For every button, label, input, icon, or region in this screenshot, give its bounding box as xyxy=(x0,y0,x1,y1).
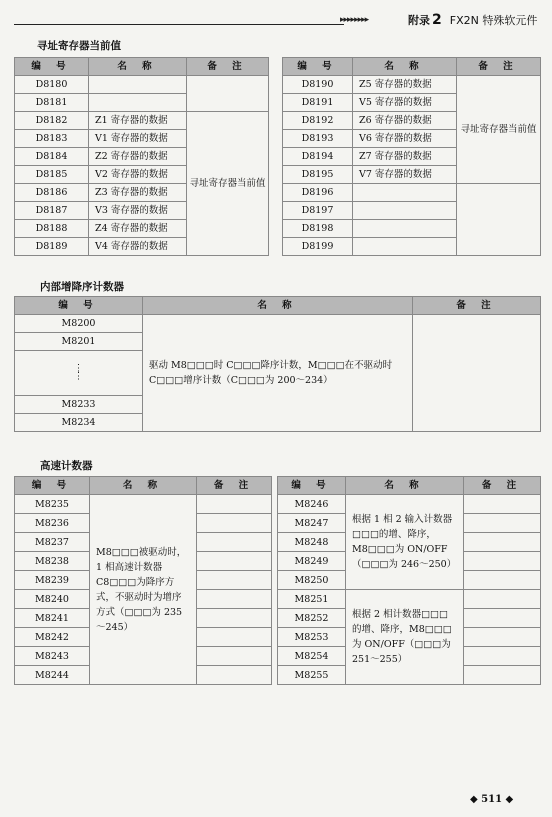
table-cell-name: V1 寄存器的数据 xyxy=(89,130,187,148)
col-header-name: 名 称 xyxy=(89,58,187,76)
table-cell-num: D8199 xyxy=(283,238,353,256)
col-header-num: 编 号 xyxy=(15,58,89,76)
table-cell-note xyxy=(187,76,269,112)
table-cell-num: D8193 xyxy=(283,130,353,148)
table-cell-num: M8200 xyxy=(15,315,143,333)
table-cell-num: M8254 xyxy=(278,647,346,666)
addr-reg-table-left xyxy=(14,57,269,256)
table-cell-num: M8236 xyxy=(15,514,90,533)
table-cell-name: Z2 寄存器的数据 xyxy=(89,148,187,166)
table-cell-name: Z6 寄存器的数据 xyxy=(353,112,457,130)
table-cell-name: Z1 寄存器的数据 xyxy=(89,112,187,130)
table-cell-note xyxy=(464,666,541,685)
table-cell-note xyxy=(197,628,272,647)
table-cell-note xyxy=(197,590,272,609)
table-cell-name: V4 寄存器的数据 xyxy=(89,238,187,256)
col-header-name: 名 称 xyxy=(90,477,197,495)
table-cell-note xyxy=(197,514,272,533)
table-cell-num: M8241 xyxy=(15,609,90,628)
table-cell-num: D8182 xyxy=(15,112,89,130)
col-header-num: 编 号 xyxy=(15,477,90,495)
table-cell-num: M8253 xyxy=(278,628,346,647)
table-cell-num: D8184 xyxy=(15,148,89,166)
ellipsis-dots: ⋮ ⋮ xyxy=(15,351,143,396)
table-cell-num: D8188 xyxy=(15,220,89,238)
table-cell-note xyxy=(413,315,541,432)
table-cell-num: D8191 xyxy=(283,94,353,112)
appendix-number: 2 xyxy=(432,12,442,28)
table-cell-num: D8195 xyxy=(283,166,353,184)
table-cell-num: D8186 xyxy=(15,184,89,202)
appendix-label: 附录 xyxy=(408,14,430,27)
col-header-num: 编 号 xyxy=(283,58,353,76)
table-cell-note xyxy=(464,495,541,514)
page-header xyxy=(408,12,537,28)
high-speed-right-desc-2: 根据 2 相计数器□□□的增、降序，M8□□□为 ON/OFF（□□□为 251～255） xyxy=(346,590,464,685)
col-header-num: 编 号 xyxy=(15,297,143,315)
high-speed-right-desc-1: 根据 1 相 2 输入计数器□□□的增、降序，M8□□□为 ON/OFF（□□□为 246～250） xyxy=(346,495,464,590)
table-cell-note xyxy=(197,647,272,666)
table-cell-num: M8248 xyxy=(278,533,346,552)
table-cell-num: M8235 xyxy=(15,495,90,514)
table-cell-note xyxy=(464,552,541,571)
table-cell-num: D8196 xyxy=(283,184,353,202)
table-cell-note xyxy=(464,628,541,647)
table-cell-name xyxy=(89,94,187,112)
table-cell-note xyxy=(197,609,272,628)
table-row xyxy=(15,495,541,514)
table-cell-name xyxy=(353,202,457,220)
table-cell-num: M8242 xyxy=(15,628,90,647)
table-cell-note xyxy=(197,533,272,552)
table-cell-name: Z4 寄存器的数据 xyxy=(89,220,187,238)
table-cell-num: D8197 xyxy=(283,202,353,220)
table-cell-name: V5 寄存器的数据 xyxy=(353,94,457,112)
table-cell-note xyxy=(464,590,541,609)
col-header-note: 备 注 xyxy=(187,58,269,76)
table-cell-num: M8250 xyxy=(278,571,346,590)
section-title-addr-reg: 寻址寄存器当前值 xyxy=(37,40,121,52)
table-cell-num: M8240 xyxy=(15,590,90,609)
table-cell-name xyxy=(353,220,457,238)
table-cell-num: D8194 xyxy=(283,148,353,166)
table-cell-note xyxy=(197,571,272,590)
table-cell-num: M8252 xyxy=(278,609,346,628)
col-header-note: 备 注 xyxy=(413,297,541,315)
table-cell-num: D8181 xyxy=(15,94,89,112)
table-cell-name xyxy=(353,238,457,256)
table-cell-num: D8198 xyxy=(283,220,353,238)
section-title-internal-counter: 内部增降序计数器 xyxy=(40,281,124,293)
table-cell-num: M8201 xyxy=(15,333,143,351)
table-cell-num: M8233 xyxy=(15,396,143,414)
page-number: ◆ 511 ◆ xyxy=(470,794,514,805)
table-cell-name xyxy=(89,76,187,94)
table-cell-note xyxy=(457,184,541,256)
table-cell-num: M8239 xyxy=(15,571,90,590)
header-arrows: ▸▸▸▸▸▸▸▸ xyxy=(340,15,369,25)
table-cell-name: Z7 寄存器的数据 xyxy=(353,148,457,166)
table-cell-num: D8185 xyxy=(15,166,89,184)
table-cell-num: D8189 xyxy=(15,238,89,256)
high-speed-counter-table xyxy=(14,476,541,685)
table-cell-num: M8247 xyxy=(278,514,346,533)
header-title: FX2N 特殊软元件 xyxy=(449,14,538,27)
col-header-name: 名 称 xyxy=(353,58,457,76)
table-cell-note xyxy=(197,495,272,514)
counter-description: 驱动 M8□□□时 C□□□降序计数，M□□□在不驱动时 C□□□增序计数（C□□□为 200～234） xyxy=(143,315,413,432)
table-cell-num: M8244 xyxy=(15,666,90,685)
table-cell-name: V2 寄存器的数据 xyxy=(89,166,187,184)
table-cell-name: Z5 寄存器的数据 xyxy=(353,76,457,94)
section-title-high-speed: 高速计数器 xyxy=(40,460,93,472)
table-cell-num: D8190 xyxy=(283,76,353,94)
table-cell-name: V6 寄存器的数据 xyxy=(353,130,457,148)
table-cell-num: D8187 xyxy=(15,202,89,220)
col-header-note: 备 注 xyxy=(464,477,541,495)
table-cell-num: M8249 xyxy=(278,552,346,571)
table-cell-num: M8243 xyxy=(15,647,90,666)
table-row xyxy=(283,76,541,94)
table-cell-num: M8255 xyxy=(278,666,346,685)
table-cell-note xyxy=(464,514,541,533)
table-row xyxy=(15,76,269,94)
note-addr-reg: 寻址寄存器当前值 xyxy=(187,112,269,256)
table-cell-note xyxy=(464,533,541,552)
header-rule xyxy=(14,24,344,25)
col-header-name: 名 称 xyxy=(143,297,413,315)
table-cell-num: D8180 xyxy=(15,76,89,94)
table-cell-name: Z3 寄存器的数据 xyxy=(89,184,187,202)
col-header-num: 编 号 xyxy=(278,477,346,495)
table-cell-name xyxy=(353,184,457,202)
table-cell-note xyxy=(464,609,541,628)
table-row xyxy=(15,112,269,130)
table-cell-num: M8237 xyxy=(15,533,90,552)
table-cell-num: M8251 xyxy=(278,590,346,609)
col-header-note: 备 注 xyxy=(197,477,272,495)
table-cell-note xyxy=(464,571,541,590)
table-cell-num: D8192 xyxy=(283,112,353,130)
table-cell-note xyxy=(464,647,541,666)
col-header-note: 备 注 xyxy=(457,58,541,76)
addr-reg-table-right xyxy=(282,57,541,256)
table-cell-num: M8234 xyxy=(15,414,143,432)
note-addr-reg: 寻址寄存器当前值 xyxy=(457,76,541,184)
col-header-name: 名 称 xyxy=(346,477,464,495)
table-cell-name: V7 寄存器的数据 xyxy=(353,166,457,184)
table-cell-num: M8246 xyxy=(278,495,346,514)
table-row xyxy=(283,184,541,202)
table-cell-note xyxy=(197,552,272,571)
internal-counter-table xyxy=(14,296,541,432)
high-speed-left-desc: M8□□□被驱动时，1 相高速计数器 C8□□□为降序方式，不驱动时为增序方式（□□□为 235～245） xyxy=(90,495,197,685)
table-cell-note xyxy=(197,666,272,685)
table-cell-num: D8183 xyxy=(15,130,89,148)
table-cell-name: V3 寄存器的数据 xyxy=(89,202,187,220)
table-cell-num: M8238 xyxy=(15,552,90,571)
